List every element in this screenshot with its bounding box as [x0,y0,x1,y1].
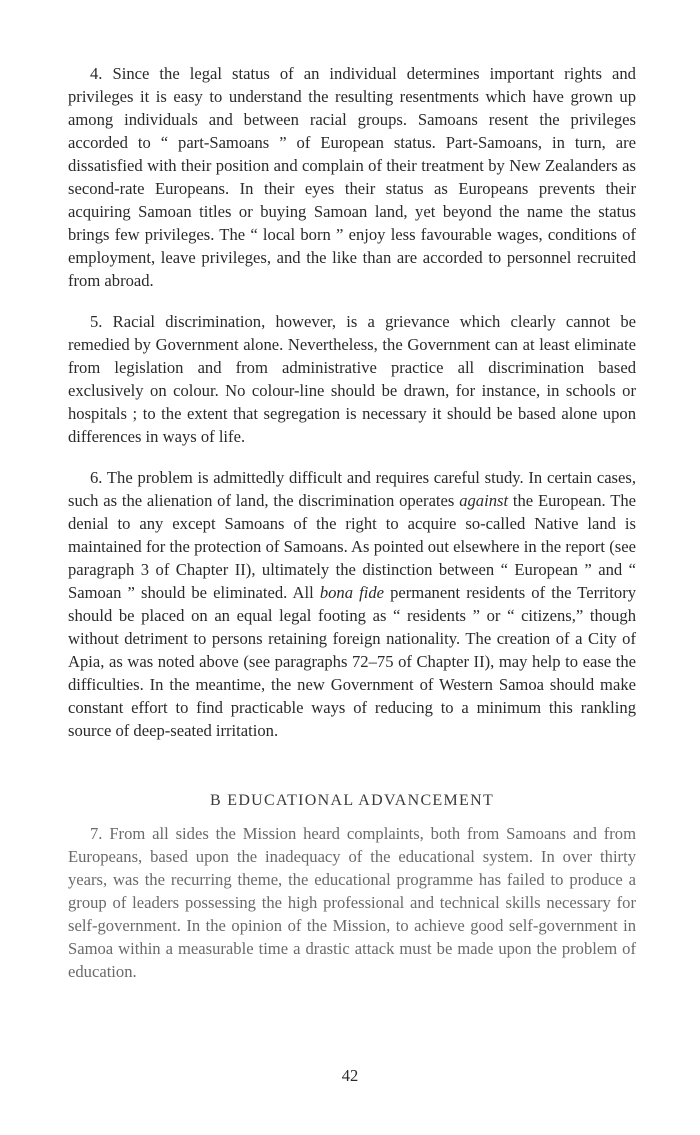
paragraph-4 [68,62,636,292]
paragraph-text: The problem is admittedly difficult and requires careful study. In certain cases, such as the alienation of land, the discrimination operates [68,468,636,510]
paragraph-text: the European. The denial to any except Samoans of the right to acquire so-called Native land is maintained for the protection of Samoans. As pointed out elsewhere in the report (see paragraph 3 of Chapter II), ultimately the distinction between “ European ” and “ Samoan ” should be eliminated. All [68,491,636,602]
paragraph-number: 4. [90,64,103,83]
italic-term: against [459,491,509,510]
paragraph-6 [68,466,636,742]
paragraph-number: 5. [90,312,103,331]
italic-term: bona fide [319,583,384,602]
document-page [68,62,636,1001]
paragraph-text: Racial discrimination, however, is a grievance which clearly cannot be remedied by Government alone. Nevertheless, the Government can at least eliminate from legislation and from administrative practice all discrimination based exclusively on colour. No colour-line should be drawn, for instance, in schools or hospitals ; to the extent that segregation is necessary it should be based alone upon differences in ways of life. [68,312,636,446]
paragraph-text: Since the legal status of an individual determines important rights and privileges it is easy to understand the resulting resentments which have grown up among individuals and between racial groups. Samoans resent the privileges accorded to “ part-Samoans ” of European status. Part-Samoans, in turn, are dissatisfied with their position and complain of their treatment by New Zealanders as second-rate Europeans. In their eyes their status as Europeans prevents their acquiring Samoan titles or buying Samoan land, yet beyond the name the status brings few privileges. The “ local born ” enjoy less favourable wages, conditions of employment, leave privileges, and the like than are accorded to personnel recruited from abroad. [68,64,636,290]
paragraph-5 [68,310,636,448]
paragraph-text: From all sides the Mission heard complaints, both from Samoans and from Europeans, based upon the inadequacy of the educational system. In over thirty years, was the recurring theme, the educational programme has failed to produce a group of leaders possessing the high professional and technical skills necessary for self-government. In the opinion of the Mission, to achieve good self-government in Samoa within a measurable time a drastic attack must be made upon the problem of education. [68,824,637,981]
paragraph-number: 7. [90,824,103,843]
paragraph-number: 6. [90,468,103,487]
paragraph-text: permanent residents of the Territory should be placed on an equal legal footing as “ residents ” or “ citizens,” though without detriment to persons retaining foreign nationality. The creation of a City of Apia, as was noted above (see paragraphs 72–75 of Chapter II), may help to ease the difficulties. In the meantime, the new Government of Western Samoa should make constant effort to find practicable ways of reducing to a minimum this rankling source of deep-seated irritation. [68,583,637,740]
page-number: 42 [341,1066,359,1085]
section-heading: B EDUCATIONAL ADVANCEMENT [209,792,495,809]
paragraph-7 [68,822,636,983]
